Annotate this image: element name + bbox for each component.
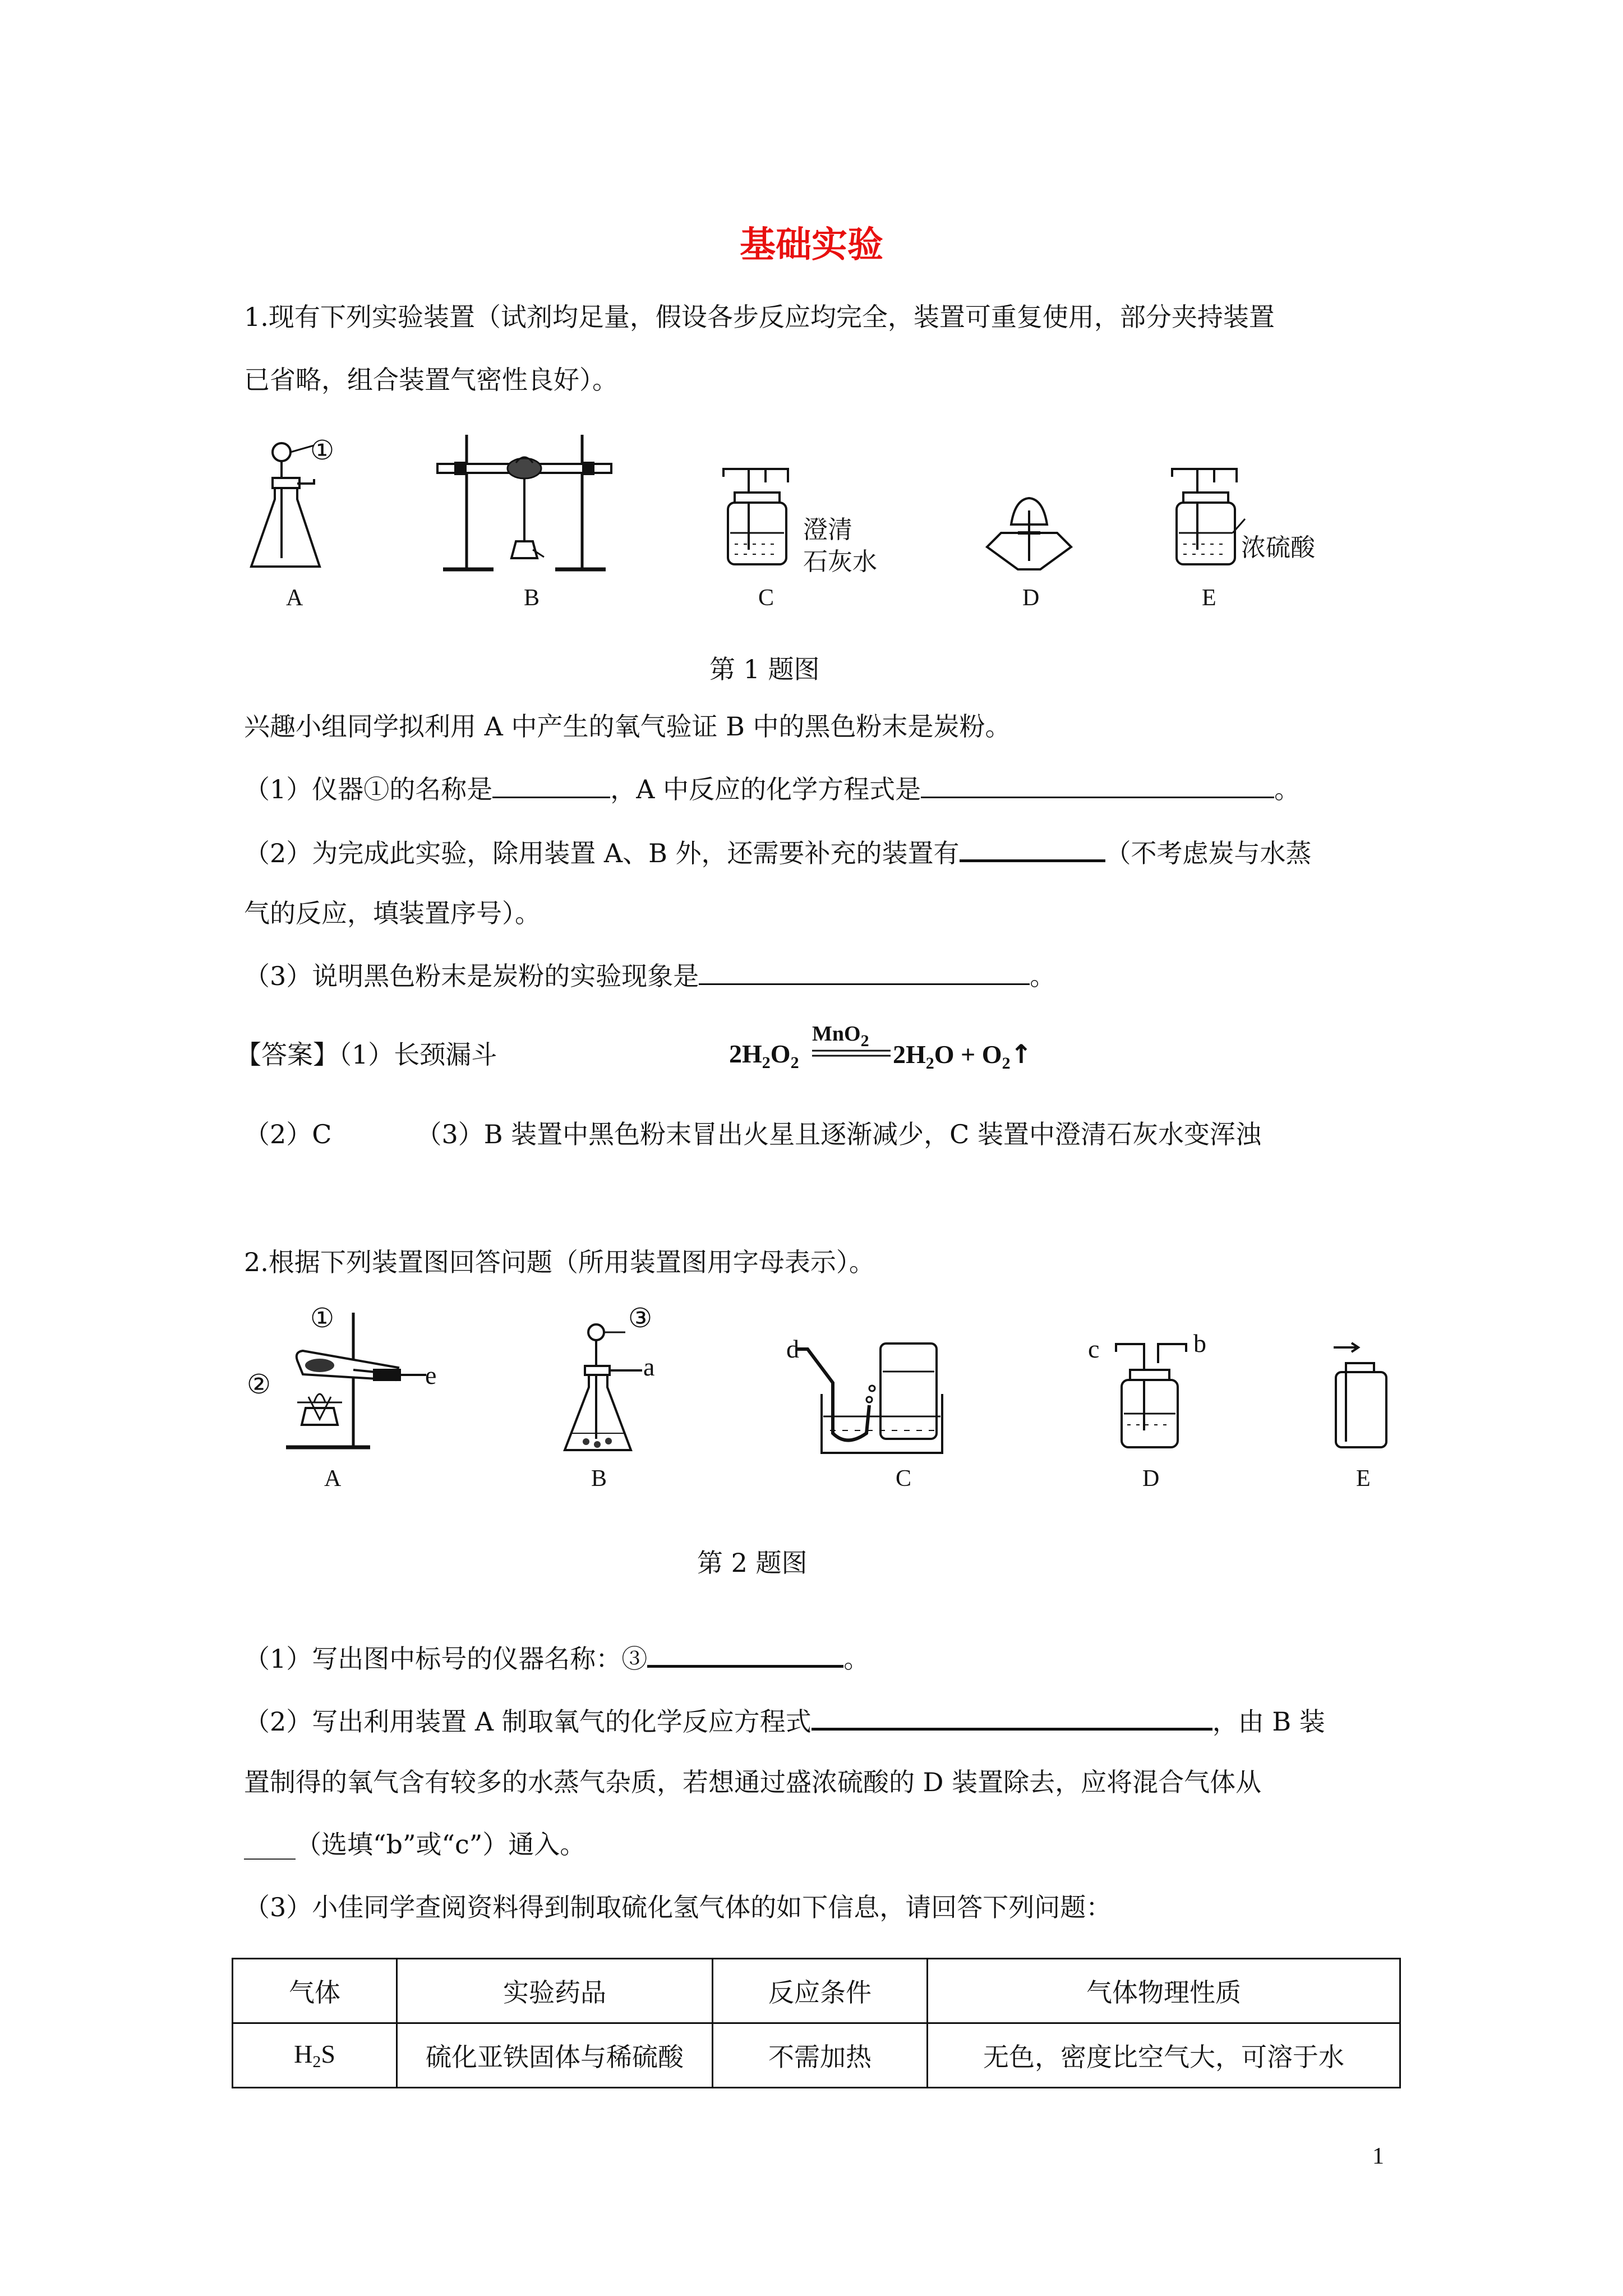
q1-part1: （1）仪器①的名称是 ，A 中反应的化学方程式是 。 — [244, 772, 1300, 806]
q2-label-e: E — [1356, 1466, 1371, 1492]
q1-stem-line2: 已省略，组合装置气密性良好）。 — [244, 365, 618, 395]
q2-stem: 2.根据下列装置图回答问题（所用装置图用字母表示）。 — [244, 1247, 875, 1277]
q1-stem-line1: 1.现有下列实验装置（试剂均足量，假设各步反应均完全，装置可重复使用，部分夹持装置 — [244, 302, 1275, 332]
q1-apparatus-e — [1166, 466, 1251, 578]
equation-equals-sign — [812, 1049, 891, 1058]
q2-apparatus-d — [1110, 1341, 1195, 1458]
q1-label-e: E — [1202, 585, 1216, 611]
q1-marker-1: ① — [310, 436, 335, 466]
q2-label-b: B — [591, 1466, 607, 1492]
table-header-conditions: 反应条件 — [713, 1959, 928, 2023]
q1-part2: （2）为完成此实验，除用装置 A、B 外，还需要补充的装置有 （不考虑炭与水蒸 — [244, 835, 1312, 870]
table-header-properties: 气体物理性质 — [928, 1959, 1400, 2023]
q1-apparatus-d — [984, 494, 1074, 578]
q2-apparatus-c — [791, 1338, 948, 1458]
q1-label-d: D — [1022, 585, 1040, 611]
q2-marker-1: ① — [310, 1304, 335, 1333]
q2-label-d: D — [1142, 1466, 1160, 1492]
h2s-info-table — [232, 1958, 1401, 2088]
equation-products: $2H_2O$ + $O_2↑$ — [893, 1039, 1032, 1073]
table-cell-conditions: 不需加热 — [713, 2023, 928, 2088]
q2-part2-line3: ____（选填“b”或“c”）通入。 — [244, 1829, 586, 1860]
q1-apparatus-c — [718, 466, 802, 578]
q2-blank-equation[interactable] — [811, 1703, 1212, 1731]
q2-port-e: e — [425, 1361, 437, 1389]
table-cell-properties: 无色，密度比空气大，可溶于水 — [928, 2023, 1400, 2088]
q1-answer-line1: 【答案】（1）长颈漏斗 — [236, 1039, 497, 1070]
q1-answer-line2: （2）C （3）B 装置中黑色粉末冒出火星且逐渐减少，C 装置中澄清石灰水变浑浊 — [244, 1119, 1261, 1149]
q1-apparatus-a — [241, 432, 353, 578]
table-header-row — [233, 1959, 1400, 2023]
table-cell-gas: H2S — [233, 2023, 397, 2088]
q1-label-limewater-2: 石灰水 — [803, 547, 877, 576]
q1-blank-phenomenon[interactable] — [699, 959, 1030, 985]
q1-part3: （3）说明黑色粉末是炭粉的实验现象是 。 — [244, 959, 1055, 993]
table-header-gas: 气体 — [233, 1959, 397, 2023]
q2-port-c: c — [1088, 1335, 1100, 1363]
q1-blank-devices[interactable] — [960, 835, 1105, 862]
page-title: 基础实验 — [740, 224, 883, 266]
table-cell-reagents: 硫化亚铁固体与稀硫酸 — [397, 2023, 713, 2088]
q2-part1: （1）写出图中标号的仪器名称：③ 。 — [244, 1640, 869, 1676]
q2-marker-2: ② — [247, 1370, 271, 1400]
q1-intro: 兴趣小组同学拟利用 A 中产生的氧气验证 B 中的黑色粉末是炭粉。 — [244, 711, 1011, 742]
q2-blank-instrument[interactable] — [647, 1640, 843, 1668]
q1-part2-line2: 气的反应，填装置序号）。 — [244, 898, 541, 928]
q1-blank-instrument[interactable] — [492, 772, 610, 798]
q1-label-sulfuric-acid: 浓硫酸 — [1241, 533, 1315, 562]
q1-figure-caption: 第 1 题图 — [709, 654, 820, 684]
table-header-reagents: 实验药品 — [397, 1959, 713, 2023]
q2-label-a: A — [324, 1466, 342, 1492]
q2-port-a: a — [643, 1352, 655, 1381]
q2-port-b: b — [1193, 1329, 1206, 1358]
table-row — [233, 2023, 1400, 2088]
q1-apparatus-b — [432, 429, 617, 578]
equation-catalyst: MnO$_2$ — [812, 1022, 869, 1050]
q2-part2: （2）写出利用装置 A 制取氧气的化学反应方程式 ，由 B 装 — [244, 1703, 1325, 1738]
q2-part3: （3）小佳同学查阅资料得到制取硫化氢气体的如下信息，请回答下列问题： — [244, 1892, 1112, 1922]
q2-label-c: C — [896, 1466, 912, 1492]
q2-apparatus-b — [558, 1321, 659, 1458]
q1-blank-equation[interactable] — [921, 772, 1274, 798]
q2-port-d: d — [786, 1335, 799, 1363]
q2-figure-caption: 第 2 题图 — [697, 1548, 808, 1578]
q2-apparatus-e — [1329, 1341, 1396, 1458]
q1-label-b: B — [524, 585, 540, 611]
equation-reactant: $2H_2O_2$ — [729, 1039, 799, 1072]
q2-part2-line2: 置制得的氧气含有较多的水蒸气杂质，若想通过盛浓硫酸的 D 装置除去，应将混合气体从 — [244, 1767, 1262, 1797]
page-number: 1 — [1372, 2143, 1384, 2169]
q2-marker-3: ③ — [628, 1304, 653, 1333]
q1-label-c: C — [758, 585, 774, 611]
q1-label-a: A — [286, 585, 303, 611]
q2-apparatus-a — [275, 1307, 432, 1458]
q1-label-limewater-1: 澄清 — [803, 516, 852, 544]
